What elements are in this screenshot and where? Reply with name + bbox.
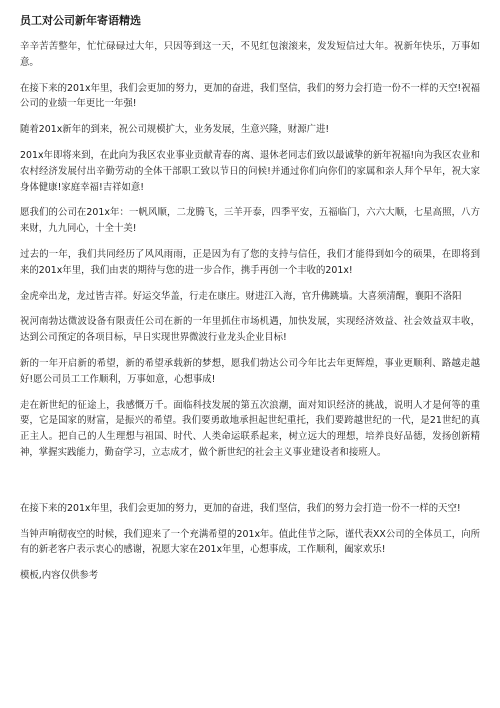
closing-list: [20, 501, 480, 584]
paragraph-10: 走在新世纪的征途上，我感慨万千。面临科技发展的第五次浪潮，面对知识经济的挑战，说明人才是何等的重要，它是国家的财富，是振兴的希望。我们要勇敢地承担起世纪重托，我们要跨越世纪的一代，是21世纪的真正主人。把自己的人生理想与祖国、时代、人类命运联系起来，树立远大的理想，培养良好品德，发扬创新精神，掌握实践能力，勤奋学习，立志成才，做个新世纪的社会主义事业建设者和接班人。: [20, 399, 480, 458]
paragraph-12: 当钟声响彻夜空的时候，我们迎来了一个充满希望的201x年。值此佳节之际，谨代表XX公司的全体员工，向所有的新老客户表示衷心的感谢，祝愿大家在201x年里，心想事成，工作顺利，阖家欢乐!: [20, 528, 480, 556]
paragraph-9: 新的一年开启新的希望，新的希望承载新的梦想，愿我们勃达公司今年比去年更辉煌，事业更顺利、路越走越好!愿公司员工工作顺利，万事如意，心想事成!: [20, 357, 480, 385]
document-title: 员工对公司新年寄语精选: [20, 14, 141, 27]
paragraph-2: 在接下来的201x年里，我们会更加的努力，更加的奋进，我们坚信，我们的努力会打造一份不一样的天空!祝福公司的业绩一年更比一年强!: [20, 82, 480, 110]
paragraph-3: 随着201x新年的到来，祝公司规模扩大，业务发展，生意兴隆，财源广进!: [20, 124, 330, 136]
paragraph-11: 在接下来的201x年里，我们会更加的努力，更加的奋进，我们坚信，我们的努力会打造一份不一样的天空!: [20, 502, 461, 514]
paragraph-5: 愿我们的公司在201x年：一帆风顺，二龙腾飞，三羊开泰，四季平安，五福临门，六六大顺，七星高照，八方来财，九九同心，十全十美!: [20, 207, 480, 235]
paragraph-1: 辛辛苦苦整年，忙忙碌碌过大年，只因等到这一天，不见红包滚滚来，发发短信过大年。祝新年快乐，万事如意。: [20, 41, 480, 68]
paragraph-7: 金虎牵出龙，龙过皆吉祥。好运交华盖，行走在康庄。财进江入海，官升佛跳墙。大喜须清醒，襄阳不洛阳: [20, 290, 462, 302]
disclaimer-note: 模板,内容仅供参考: [20, 570, 99, 582]
paragraph-6: 过去的一年，我们共同经历了风风雨雨，正是因为有了您的支持与信任，我们才能得到如今的硕果，在即将到来的201x年里，我们由衷的期待与您的进一步合作，携手再创一个丰收的201x!: [20, 248, 480, 276]
greeting-list: [20, 39, 480, 461]
paragraph-8: 祝河南勃达微波设备有限责任公司在新的一年里抓住市场机遇，加快发展，实现经济效益、社会效益双丰收，达到公司预定的各项目标，早日实现世界微波行业龙头企业目标!: [20, 316, 480, 344]
paragraph-4: 201x年即将来到，在此向为我区农业事业贡献青春的离、退休老同志们致以最诚挚的新年祝福!向为我区农业和农村经济发展付出辛勤劳动的全体干部职工致以节日的问候!并通过你们向你们的家属和亲人拜个早年，祝大家身体健康!家庭幸福!吉祥如意!: [20, 149, 480, 193]
section-gap: [20, 471, 480, 501]
